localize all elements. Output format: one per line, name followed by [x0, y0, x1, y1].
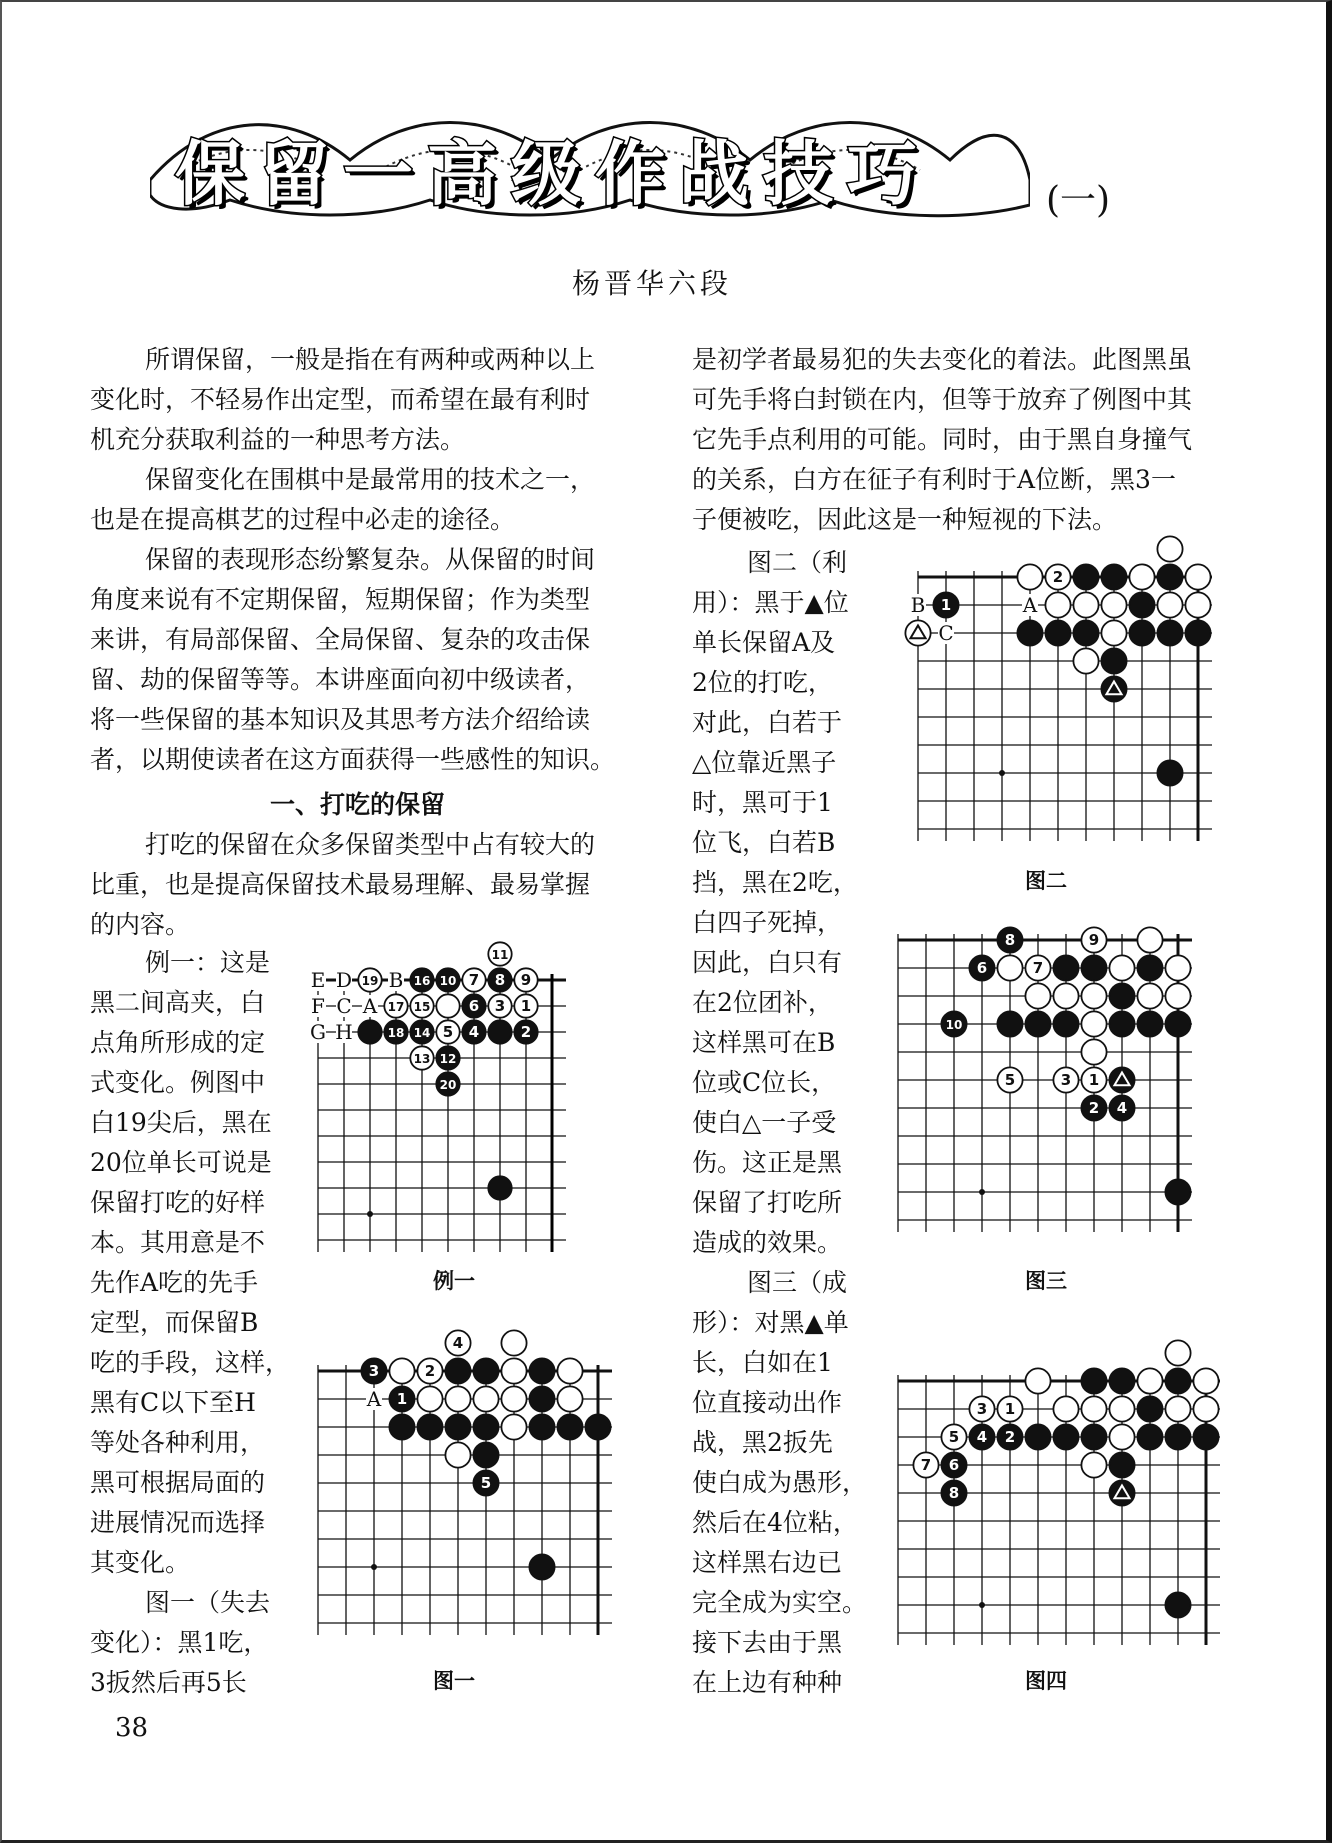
- black-stone: [1165, 1011, 1190, 1036]
- black-stone: [1081, 1368, 1106, 1393]
- black-stone: [997, 1011, 1022, 1036]
- page-subtitle: (一): [1046, 180, 1111, 221]
- text-line: 使白成为愚形，: [692, 1468, 868, 1497]
- white-stone: [1081, 1396, 1106, 1421]
- board-letter: F: [311, 994, 325, 1018]
- board-letter: C: [938, 621, 954, 645]
- black-stone: [1053, 955, 1078, 980]
- board-letter: H: [335, 1020, 353, 1044]
- text-line: △位靠近黑子: [692, 748, 837, 777]
- black-stone: [1165, 1592, 1190, 1617]
- text-line: 的关系，白方在征子有利时于A位断，黑3一: [692, 465, 1176, 494]
- text-line: 机充分获取利益的一种思考方法。: [90, 425, 466, 454]
- white-stone: [501, 1358, 526, 1383]
- white-stone: [1053, 983, 1078, 1008]
- black-stone: [1073, 620, 1098, 645]
- white-stone: [501, 1386, 526, 1411]
- white-stone: [1185, 564, 1210, 589]
- black-stone: [1157, 760, 1182, 785]
- text-line: 用）：黑于▲位: [692, 588, 849, 617]
- text-line: 长，白如在1: [692, 1348, 833, 1377]
- black-stone: [1137, 1396, 1162, 1421]
- move-number: 8: [1004, 931, 1016, 949]
- black-stone: [473, 1442, 498, 1467]
- white-stone: [1081, 1039, 1106, 1064]
- move-number: 10: [945, 1018, 963, 1032]
- black-stone: [1165, 1179, 1190, 1204]
- black-stone: [1129, 620, 1154, 645]
- text-line: 接下去由于黑: [692, 1628, 843, 1657]
- text-line: 定型，而保留B: [90, 1308, 259, 1337]
- text-line: 图二（利: [747, 548, 848, 577]
- star-point: [999, 770, 1005, 776]
- black-stone: [529, 1386, 554, 1411]
- white-stone: [436, 994, 459, 1017]
- board-letter: B: [910, 593, 926, 617]
- text-line: 式变化。例图中: [90, 1068, 266, 1097]
- move-number: 1: [940, 596, 952, 614]
- text-line: 位飞，白若B: [692, 828, 836, 857]
- text-line: 也是在提高棋艺的过程中必走的途径。: [90, 505, 516, 534]
- black-stone: [1137, 955, 1162, 980]
- text-line: 白19尖后，黑在: [90, 1108, 272, 1137]
- text-line: 可先手将白封锁在内，但等于放弃了例图中其: [692, 385, 1193, 414]
- black-stone: [1081, 1424, 1106, 1449]
- move-number: 14: [413, 1026, 431, 1040]
- white-stone: [1193, 1396, 1218, 1421]
- white-stone: [389, 1358, 414, 1383]
- text-line: 完全成为实空。: [692, 1588, 868, 1617]
- black-stone: [445, 1358, 470, 1383]
- caption-figure1: 图一: [433, 1668, 475, 1693]
- move-number: 20: [439, 1078, 457, 1092]
- white-stone: [1109, 955, 1134, 980]
- white-stone: [1137, 983, 1162, 1008]
- page-title: 保留一高级作战技巧: [175, 132, 931, 215]
- white-stone: [1081, 983, 1106, 1008]
- text-line: 保留的表现形态纷繁复杂。从保留的时间: [145, 545, 596, 574]
- white-stone: [1185, 592, 1210, 617]
- move-number: 1: [1088, 1071, 1100, 1089]
- black-stone: [1025, 1424, 1050, 1449]
- text-line: 点角所形成的定: [90, 1028, 266, 1057]
- black-stone: [445, 1414, 470, 1439]
- move-number: 5: [442, 1023, 454, 1041]
- move-number: 2: [424, 1362, 436, 1380]
- black-stone: [585, 1414, 610, 1439]
- black-stone: [529, 1414, 554, 1439]
- move-number: 8: [948, 1484, 960, 1502]
- go-board-figure4: [880, 1345, 1250, 1645]
- board-letter: C: [336, 994, 352, 1018]
- white-stone: [1193, 1368, 1218, 1393]
- white-stone: [473, 1386, 498, 1411]
- move-number: 7: [468, 971, 480, 989]
- white-stone: [1157, 536, 1182, 561]
- black-stone: [473, 1414, 498, 1439]
- board-letter: D: [335, 968, 353, 992]
- move-number: 3: [494, 997, 506, 1015]
- white-stone: [1081, 1452, 1106, 1477]
- text-line: 先作A吃的先手: [90, 1268, 259, 1297]
- move-number: 4: [468, 1023, 480, 1041]
- text-line: 使白△一子受: [692, 1108, 837, 1137]
- white-stone: [1137, 1368, 1162, 1393]
- text-line: 将一些保留的基本知识及其思考方法介绍给读: [90, 705, 591, 734]
- white-stone: [1109, 1424, 1134, 1449]
- white-stone: [1165, 955, 1190, 980]
- move-number: 19: [361, 974, 379, 988]
- text-line: 打吃的保留在众多保留类型中占有较大的: [145, 830, 596, 859]
- move-number: 6: [948, 1456, 960, 1474]
- board-letter: G: [310, 1020, 326, 1044]
- white-stone: [557, 1358, 582, 1383]
- text-line: 白四子死掉，: [692, 908, 843, 937]
- star-point: [371, 1564, 377, 1570]
- text-line: 20位单长可说是: [90, 1148, 272, 1177]
- text-line: 保留打吃的好样: [90, 1188, 266, 1217]
- board-letter: E: [310, 968, 326, 992]
- move-number: 2: [520, 1023, 532, 1041]
- black-stone: [488, 1020, 511, 1043]
- text-line: 造成的效果。: [692, 1228, 843, 1257]
- board-letter: B: [388, 968, 404, 992]
- white-stone: [1017, 564, 1042, 589]
- black-stone: [1129, 592, 1154, 617]
- text-line: 吃的手段，这样，: [90, 1348, 291, 1377]
- text-line: 图三（成: [747, 1268, 848, 1297]
- black-stone: [1109, 1452, 1134, 1477]
- black-stone: [1017, 620, 1042, 645]
- black-stone: [529, 1554, 554, 1579]
- caption-figure4: 图四: [1025, 1668, 1067, 1693]
- move-number: 6: [468, 997, 480, 1015]
- white-stone: [501, 1414, 526, 1439]
- board-letter: A: [362, 994, 378, 1018]
- move-number: 9: [1088, 931, 1100, 949]
- go-board-example1: [300, 940, 640, 1250]
- page-number: 38: [115, 1713, 149, 1743]
- black-stone: [1109, 1011, 1134, 1036]
- move-number: 2: [1088, 1099, 1100, 1117]
- move-number: 12: [439, 1052, 457, 1066]
- move-number: 4: [452, 1334, 464, 1352]
- move-number: 13: [413, 1052, 431, 1066]
- text-line: 保留了打吃所: [692, 1188, 843, 1217]
- white-stone: [1101, 592, 1126, 617]
- move-number: 1: [396, 1390, 408, 1408]
- white-stone: [1073, 648, 1098, 673]
- white-stone: [1129, 564, 1154, 589]
- text-line: 子便被吃，因此这是一种短视的下法。: [692, 505, 1118, 534]
- black-stone: [1193, 1424, 1218, 1449]
- move-number: 5: [948, 1428, 960, 1446]
- white-stone: [417, 1386, 442, 1411]
- go-board-figure1: [300, 1335, 640, 1645]
- text-line: 挡，黑在2吃，: [692, 868, 858, 897]
- board-letter: A: [1022, 593, 1038, 617]
- section-heading: 一、打吃的保留: [270, 790, 446, 819]
- text-line: 位或C位长，: [692, 1068, 837, 1097]
- move-number: 5: [1004, 1071, 1016, 1089]
- text-line: 伤。这正是黑: [692, 1148, 843, 1177]
- text-line: 是初学者最易犯的失去变化的着法。此图黑虽: [692, 345, 1193, 374]
- text-line: 战，黑2扳先: [692, 1428, 833, 1457]
- text-line: 者，以期使读者在这方面获得一些感性的知识。: [90, 745, 616, 774]
- move-number: 4: [1116, 1099, 1128, 1117]
- white-stone: [1053, 1396, 1078, 1421]
- text-line: 它先手点利用的可能。同时，由于黑自身撞气: [692, 425, 1193, 454]
- white-stone: [1157, 592, 1182, 617]
- text-line: 进展情况而选择: [90, 1508, 266, 1537]
- text-line: 在2位团补，: [692, 988, 833, 1017]
- move-number: 7: [1032, 959, 1044, 977]
- black-stone: [529, 1358, 554, 1383]
- go-board-figure2: [880, 545, 1250, 855]
- move-number: 6: [976, 959, 988, 977]
- black-stone: [417, 1414, 442, 1439]
- black-stone: [1165, 1368, 1190, 1393]
- white-stone: [1165, 983, 1190, 1008]
- text-line: 3扳然后再5长: [90, 1668, 247, 1697]
- white-stone: [997, 955, 1022, 980]
- move-number: 11: [491, 948, 509, 962]
- star-point: [367, 1211, 373, 1217]
- white-stone: [1045, 592, 1070, 617]
- black-stone: [1101, 648, 1126, 673]
- text-line: 时，黑可于1: [692, 788, 833, 817]
- black-stone: [1165, 1424, 1190, 1449]
- text-line: 变化）：黑1吃，: [90, 1628, 269, 1657]
- black-stone: [1137, 1011, 1162, 1036]
- black-stone: [1157, 564, 1182, 589]
- text-line: 位直接动出作: [692, 1388, 843, 1417]
- move-number: 1: [520, 997, 532, 1015]
- text-line: 的内容。: [90, 910, 191, 939]
- text-line: 对此，白若于: [692, 708, 843, 737]
- text-line: 在上边有种种: [692, 1668, 843, 1697]
- text-line: 所谓保留，一般是指在有两种或两种以上: [145, 345, 596, 374]
- black-stone: [488, 1176, 511, 1199]
- text-line: 留、劫的保留等等。本讲座面向初中级读者，: [90, 665, 591, 694]
- white-stone: [1165, 1340, 1190, 1365]
- move-number: 3: [368, 1362, 380, 1380]
- black-stone: [358, 1020, 381, 1043]
- black-stone: [1109, 983, 1134, 1008]
- white-stone: [557, 1386, 582, 1411]
- text-line: 比重，也是提高保留技术最易理解、最易掌握: [90, 870, 591, 899]
- move-number: 18: [387, 1026, 405, 1040]
- star-point: [979, 1189, 985, 1195]
- text-line: 形）：对黑▲单: [692, 1308, 849, 1337]
- text-line: 黑二间高夹，白: [90, 988, 266, 1017]
- black-stone: [1185, 620, 1210, 645]
- white-stone: [445, 1442, 470, 1467]
- black-stone: [1053, 1011, 1078, 1036]
- text-line: 角度来说有不定期保留，短期保留；作为类型: [90, 585, 591, 614]
- black-stone: [1073, 564, 1098, 589]
- white-stone: [1101, 620, 1126, 645]
- white-stone: [501, 1330, 526, 1355]
- text-line: 变化时，不轻易作出定型，而希望在最有利时: [90, 385, 591, 414]
- text-line: 本。其用意是不: [90, 1228, 266, 1257]
- move-number: 2: [1004, 1428, 1016, 1446]
- move-number: 5: [480, 1474, 492, 1492]
- white-stone: [1025, 983, 1050, 1008]
- text-line: 2位的打吃，: [692, 668, 833, 697]
- move-number: 8: [494, 971, 506, 989]
- text-line: 保留变化在围棋中是最常用的技术之一，: [145, 465, 596, 494]
- author-line: 杨晋华六段: [572, 267, 733, 300]
- star-point: [979, 1602, 985, 1608]
- white-stone: [1025, 1368, 1050, 1393]
- white-stone: [1165, 1396, 1190, 1421]
- white-stone: [1109, 1396, 1134, 1421]
- text-line: 来讲，有局部保留、全局保留、复杂的攻击保: [90, 625, 591, 654]
- caption-figure2: 图二: [1025, 868, 1067, 893]
- text-line: 这样黑右边已: [692, 1548, 843, 1577]
- black-stone: [1081, 955, 1106, 980]
- text-line: 然后在4位粘，: [692, 1508, 858, 1537]
- caption-example1: 例一: [433, 1268, 475, 1293]
- text-line: 黑可根据局面的: [90, 1468, 266, 1497]
- move-number: 2: [1052, 568, 1064, 586]
- white-stone: [1081, 1011, 1106, 1036]
- black-stone: [1053, 1424, 1078, 1449]
- move-number: 3: [1060, 1071, 1072, 1089]
- black-stone: [1109, 1368, 1134, 1393]
- text-line: 例一：这是: [145, 948, 271, 977]
- move-number: 16: [413, 974, 431, 988]
- black-stone: [389, 1414, 414, 1439]
- black-stone: [1101, 564, 1126, 589]
- text-line: 因此，白只有: [692, 948, 843, 977]
- text-line: 单长保留A及: [692, 628, 836, 657]
- white-stone: [1137, 927, 1162, 952]
- text-line: 黑有C以下至H: [90, 1388, 256, 1417]
- text-line: 图一（失去: [145, 1588, 271, 1617]
- black-stone: [557, 1414, 582, 1439]
- black-stone: [473, 1358, 498, 1383]
- move-number: 15: [413, 1000, 431, 1014]
- text-line: 这样黑可在B: [692, 1028, 836, 1057]
- black-stone: [1025, 1011, 1050, 1036]
- move-number: 10: [439, 974, 457, 988]
- move-number: 1: [1004, 1400, 1016, 1418]
- move-number: 9: [520, 971, 532, 989]
- black-stone: [1045, 620, 1070, 645]
- go-board-figure3: [880, 931, 1250, 1250]
- move-number: 7: [920, 1456, 932, 1474]
- move-number: 3: [976, 1400, 988, 1418]
- black-stone: [1137, 1424, 1162, 1449]
- white-stone: [445, 1386, 470, 1411]
- move-number: 17: [387, 1000, 405, 1014]
- white-stone: [1073, 592, 1098, 617]
- text-line: 等处各种利用，: [90, 1428, 266, 1457]
- move-number: 4: [976, 1428, 988, 1446]
- caption-figure3: 图三: [1025, 1268, 1067, 1293]
- board-letter: A: [366, 1387, 382, 1411]
- black-stone: [1157, 620, 1182, 645]
- text-line: 其变化。: [90, 1548, 191, 1577]
